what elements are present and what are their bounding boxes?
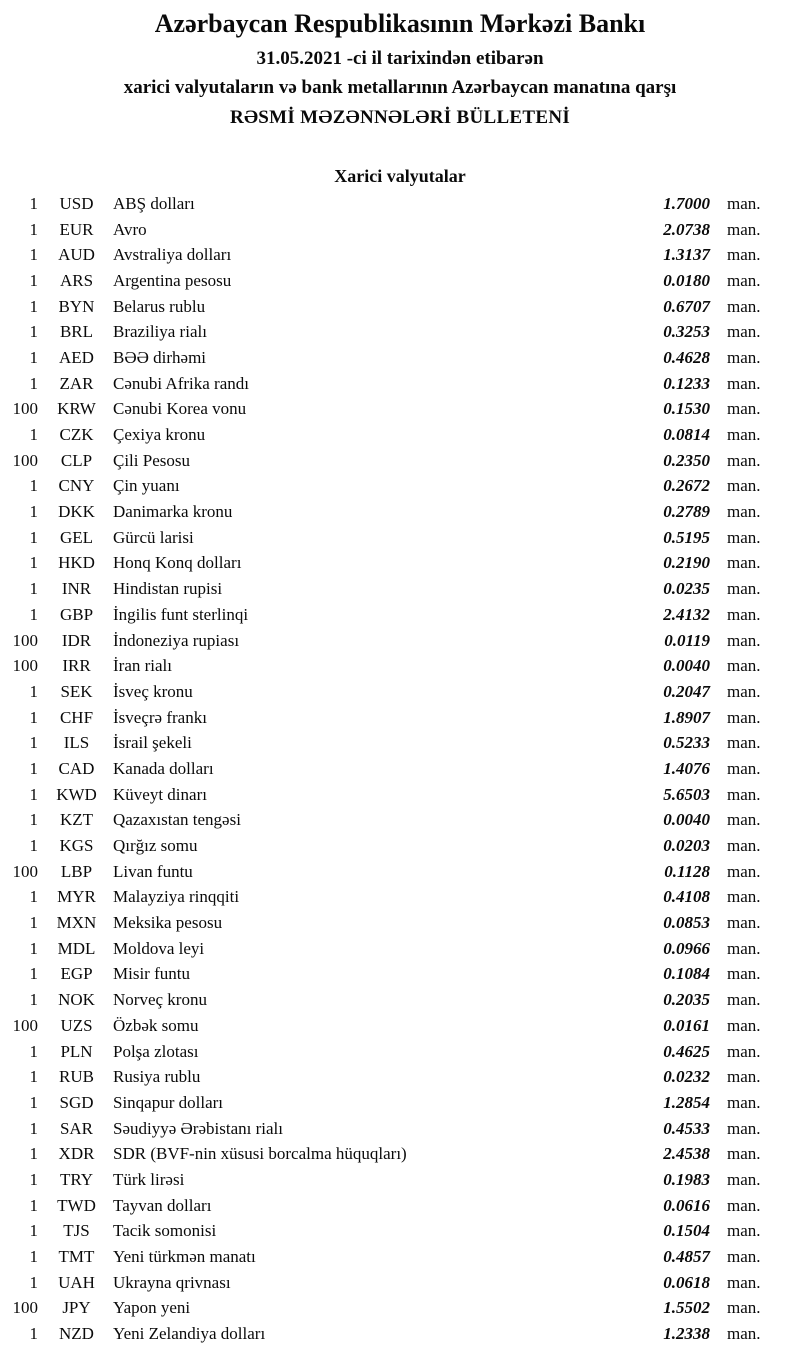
rate-row bbox=[0, 1116, 800, 1142]
currency-name-cell: Ukrayna qrivnası bbox=[113, 1272, 231, 1292]
unit-cell: man. bbox=[727, 810, 761, 830]
currency-code-cell: TJS bbox=[63, 1221, 90, 1241]
unit-cell: man. bbox=[727, 553, 761, 573]
currency-name-cell: ABŞ dolları bbox=[113, 193, 195, 213]
quantity-cell: 1 bbox=[29, 270, 38, 290]
rate-value-cell: 0.2672 bbox=[663, 476, 710, 496]
rate-value-cell: 0.1504 bbox=[663, 1221, 710, 1241]
currency-code-cell: AED bbox=[59, 347, 94, 367]
unit-cell: man. bbox=[727, 1092, 761, 1112]
rate-value-cell: 1.3137 bbox=[663, 245, 710, 265]
unit-cell: man. bbox=[727, 1144, 761, 1164]
unit-cell: man. bbox=[727, 630, 761, 650]
rate-value-cell: 2.4538 bbox=[663, 1144, 710, 1164]
unit-cell: man. bbox=[727, 296, 761, 316]
rate-value-cell: 0.4533 bbox=[663, 1118, 710, 1138]
rate-value-cell: 1.2854 bbox=[663, 1092, 710, 1112]
rate-row bbox=[0, 962, 800, 988]
quantity-cell: 1 bbox=[29, 296, 38, 316]
rate-row bbox=[0, 910, 800, 936]
rate-value-cell: 1.2338 bbox=[663, 1324, 710, 1344]
rate-value-cell: 0.1983 bbox=[663, 1169, 710, 1189]
quantity-cell: 100 bbox=[12, 450, 38, 470]
quantity-cell: 1 bbox=[29, 810, 38, 830]
bank-title: Azərbaycan Respublikasının Mərkəzi Bankı bbox=[154, 9, 646, 38]
currency-name-cell: Avro bbox=[113, 219, 147, 239]
rate-row bbox=[0, 885, 800, 911]
unit-cell: man. bbox=[727, 270, 761, 290]
rate-value-cell: 1.8907 bbox=[663, 707, 710, 727]
currency-name-cell: Honq Konq dolları bbox=[113, 553, 242, 573]
rate-value-cell: 0.1128 bbox=[664, 861, 710, 881]
unit-cell: man. bbox=[727, 450, 761, 470]
rate-value-cell: 0.4108 bbox=[663, 887, 710, 907]
currency-name-cell: Yeni Zelandiya dolları bbox=[113, 1324, 266, 1344]
currency-name-cell: Türk lirəsi bbox=[113, 1169, 185, 1189]
unit-cell: man. bbox=[727, 347, 761, 367]
quantity-cell: 100 bbox=[12, 861, 38, 881]
unit-cell: man. bbox=[727, 1247, 761, 1267]
currency-code-cell: MXN bbox=[56, 913, 97, 933]
currency-name-cell: Norveç kronu bbox=[113, 990, 207, 1010]
currency-code-cell: SEK bbox=[60, 681, 93, 701]
currency-code-cell: HKD bbox=[58, 553, 95, 573]
currency-name-cell: Yapon yeni bbox=[113, 1298, 191, 1318]
bulletin-header bbox=[0, 0, 800, 130]
rate-row bbox=[0, 602, 800, 628]
currency-code-cell: KGS bbox=[59, 836, 94, 856]
quantity-cell: 1 bbox=[29, 1067, 38, 1087]
rate-row bbox=[0, 1219, 800, 1245]
rate-row bbox=[0, 1090, 800, 1116]
rate-row bbox=[0, 705, 800, 731]
rate-row bbox=[0, 551, 800, 577]
quantity-cell: 1 bbox=[29, 245, 38, 265]
unit-cell: man. bbox=[727, 1221, 761, 1241]
quantity-cell: 1 bbox=[29, 836, 38, 856]
quantity-cell: 100 bbox=[12, 656, 38, 676]
currency-code-cell: LBP bbox=[60, 861, 93, 881]
quantity-cell: 1 bbox=[29, 1272, 38, 1292]
currency-name-cell: Səudiyyə Ərəbistanı rialı bbox=[113, 1118, 283, 1138]
unit-cell: man. bbox=[727, 733, 761, 753]
unit-cell: man. bbox=[727, 1195, 761, 1215]
currency-code-cell: CLP bbox=[60, 450, 93, 470]
rate-value-cell: 0.0853 bbox=[663, 913, 710, 933]
currency-name-cell: Qazaxıstan tengəsi bbox=[113, 810, 241, 830]
rate-value-cell: 0.4628 bbox=[663, 347, 710, 367]
quantity-cell: 1 bbox=[29, 425, 38, 445]
unit-cell: man. bbox=[727, 1272, 761, 1292]
foreign-currencies-section bbox=[0, 165, 800, 1347]
currency-code-cell: DKK bbox=[58, 502, 95, 522]
currency-name-cell: Çexiya kronu bbox=[113, 425, 206, 445]
rate-value-cell: 0.0616 bbox=[663, 1195, 710, 1215]
rate-row bbox=[0, 268, 800, 294]
currency-code-cell: KWD bbox=[56, 784, 97, 804]
rate-row bbox=[0, 576, 800, 602]
rate-row bbox=[0, 1193, 800, 1219]
currency-name-cell: Sinqapur dolları bbox=[113, 1092, 224, 1112]
unit-cell: man. bbox=[727, 887, 761, 907]
unit-cell: man. bbox=[727, 1118, 761, 1138]
rate-row bbox=[0, 345, 800, 371]
rate-value-cell: 2.0738 bbox=[663, 219, 710, 239]
rate-row bbox=[0, 782, 800, 808]
quantity-cell: 1 bbox=[29, 193, 38, 213]
quantity-cell: 1 bbox=[29, 758, 38, 778]
quantity-cell: 1 bbox=[29, 1118, 38, 1138]
rate-value-cell: 0.4625 bbox=[663, 1041, 710, 1061]
currency-code-cell: CAD bbox=[58, 758, 95, 778]
rate-value-cell: 0.0203 bbox=[663, 836, 710, 856]
subtitle-line: xarici valyutaların və bank metallarının Azərbaycan manatına qarşı bbox=[123, 77, 677, 98]
currency-name-cell: Meksika pesosu bbox=[113, 913, 223, 933]
rate-row bbox=[0, 499, 800, 525]
rate-row bbox=[0, 1244, 800, 1270]
quantity-cell: 1 bbox=[29, 1041, 38, 1061]
currency-code-cell: PLN bbox=[60, 1041, 93, 1061]
currency-code-cell: NOK bbox=[58, 990, 95, 1010]
rate-row bbox=[0, 525, 800, 551]
rate-row bbox=[0, 859, 800, 885]
unit-cell: man. bbox=[727, 758, 761, 778]
unit-cell: man. bbox=[727, 245, 761, 265]
currency-name-cell: BƏƏ dirhəmi bbox=[113, 347, 207, 367]
rate-row bbox=[0, 1167, 800, 1193]
currency-name-cell: Polşa zlotası bbox=[113, 1041, 199, 1061]
currency-code-cell: NZD bbox=[59, 1324, 94, 1344]
rate-value-cell: 0.5195 bbox=[663, 527, 710, 547]
currency-name-cell: Çili Pesosu bbox=[113, 450, 190, 470]
quantity-cell: 1 bbox=[29, 347, 38, 367]
unit-cell: man. bbox=[727, 707, 761, 727]
currency-name-cell: Yeni türkmən manatı bbox=[113, 1247, 256, 1267]
rate-value-cell: 0.2035 bbox=[663, 990, 710, 1010]
rate-value-cell: 1.7000 bbox=[663, 193, 710, 213]
currency-code-cell: SAR bbox=[59, 1118, 94, 1138]
rate-value-cell: 0.0040 bbox=[663, 810, 710, 830]
quantity-cell: 1 bbox=[29, 964, 38, 984]
quantity-cell: 1 bbox=[29, 1195, 38, 1215]
rate-row bbox=[0, 679, 800, 705]
currency-code-cell: MYR bbox=[57, 887, 96, 907]
currency-code-cell: TWD bbox=[57, 1195, 96, 1215]
currency-name-cell: İsveçrə frankı bbox=[113, 707, 207, 727]
currency-code-cell: MDL bbox=[57, 938, 96, 958]
rate-value-cell: 0.0618 bbox=[663, 1272, 710, 1292]
unit-cell: man. bbox=[727, 193, 761, 213]
unit-cell: man. bbox=[727, 604, 761, 624]
currency-name-cell: Özbək somu bbox=[113, 1015, 199, 1035]
unit-cell: man. bbox=[727, 399, 761, 419]
unit-cell: man. bbox=[727, 1324, 761, 1344]
currency-name-cell: Cənubi Afrika randı bbox=[113, 373, 249, 393]
rate-row bbox=[0, 987, 800, 1013]
unit-cell: man. bbox=[727, 373, 761, 393]
rate-value-cell: 0.0966 bbox=[663, 938, 710, 958]
currency-code-cell: EGP bbox=[60, 964, 93, 984]
currency-code-cell: ILS bbox=[63, 733, 90, 753]
currency-name-cell: Avstraliya dolları bbox=[113, 245, 232, 265]
currency-name-cell: İngilis funt sterlinqi bbox=[113, 604, 249, 624]
quantity-cell: 1 bbox=[29, 1221, 38, 1241]
rate-value-cell: 0.0235 bbox=[663, 579, 710, 599]
rate-row bbox=[0, 628, 800, 654]
currency-name-cell: Livan funtu bbox=[113, 861, 193, 881]
unit-cell: man. bbox=[727, 425, 761, 445]
rate-row bbox=[0, 319, 800, 345]
currency-name-cell: Çin yuanı bbox=[113, 476, 180, 496]
rate-value-cell: 0.2047 bbox=[663, 681, 710, 701]
rate-value-cell: 1.5502 bbox=[663, 1298, 710, 1318]
currency-name-cell: İran rialı bbox=[113, 656, 172, 676]
currency-name-cell: Malayziya rinqqiti bbox=[113, 887, 240, 907]
currency-code-cell: ZAR bbox=[59, 373, 94, 393]
rate-value-cell: 0.6707 bbox=[663, 296, 710, 316]
rate-value-cell: 0.4857 bbox=[663, 1247, 710, 1267]
rate-row bbox=[0, 242, 800, 268]
currency-code-cell: UAH bbox=[58, 1272, 95, 1292]
rate-value-cell: 0.2350 bbox=[663, 450, 710, 470]
unit-cell: man. bbox=[727, 784, 761, 804]
rate-row bbox=[0, 653, 800, 679]
currency-code-cell: RUB bbox=[59, 1067, 94, 1087]
quantity-cell: 1 bbox=[29, 1324, 38, 1344]
rate-row bbox=[0, 936, 800, 962]
currency-code-cell: IDR bbox=[61, 630, 92, 650]
currency-name-cell: Danimarka kronu bbox=[113, 502, 233, 522]
quantity-cell: 100 bbox=[12, 1298, 38, 1318]
currency-code-cell: CZK bbox=[59, 425, 94, 445]
currency-code-cell: TMT bbox=[58, 1247, 95, 1267]
unit-cell: man. bbox=[727, 913, 761, 933]
rate-value-cell: 0.0161 bbox=[663, 1015, 710, 1035]
currency-name-cell: İsveç kronu bbox=[113, 681, 193, 701]
rate-value-cell: 0.2789 bbox=[663, 502, 710, 522]
bulletin-title: RƏSMİ MƏZƏNNƏLƏRİ BÜLLETENİ bbox=[229, 107, 571, 128]
currency-name-cell: Braziliya rialı bbox=[113, 322, 207, 342]
currency-name-cell: Misir funtu bbox=[113, 964, 190, 984]
section-title: Xarici valyutalar bbox=[334, 166, 466, 186]
currency-name-cell: İsrail şekeli bbox=[113, 733, 192, 753]
rate-row bbox=[0, 756, 800, 782]
unit-cell: man. bbox=[727, 1298, 761, 1318]
currency-name-cell: İndoneziya rupiası bbox=[113, 630, 240, 650]
currency-name-cell: Argentina pesosu bbox=[113, 270, 232, 290]
quantity-cell: 100 bbox=[12, 630, 38, 650]
quantity-cell: 1 bbox=[29, 322, 38, 342]
rate-row bbox=[0, 1141, 800, 1167]
unit-cell: man. bbox=[727, 502, 761, 522]
rate-row bbox=[0, 1039, 800, 1065]
rate-row bbox=[0, 422, 800, 448]
currency-code-cell: IRR bbox=[62, 656, 91, 676]
currency-name-cell: Rusiya rublu bbox=[113, 1067, 201, 1087]
currency-name-cell: Cənubi Korea vonu bbox=[113, 399, 247, 419]
unit-cell: man. bbox=[727, 219, 761, 239]
rate-value-cell: 2.4132 bbox=[663, 604, 710, 624]
quantity-cell: 1 bbox=[29, 913, 38, 933]
rate-value-cell: 0.2190 bbox=[663, 553, 710, 573]
unit-cell: man. bbox=[727, 861, 761, 881]
unit-cell: man. bbox=[727, 656, 761, 676]
rate-value-cell: 0.0814 bbox=[663, 425, 710, 445]
currency-name-cell: SDR (BVF-nin xüsusi borcalma hüquqları) bbox=[113, 1144, 407, 1164]
unit-cell: man. bbox=[727, 990, 761, 1010]
rate-value-cell: 0.3253 bbox=[663, 322, 710, 342]
rate-row bbox=[0, 294, 800, 320]
currency-name-cell: Belarus rublu bbox=[113, 296, 206, 316]
currency-code-cell: CNY bbox=[58, 476, 95, 496]
currency-code-cell: ARS bbox=[59, 270, 94, 290]
quantity-cell: 1 bbox=[29, 784, 38, 804]
rate-row bbox=[0, 1296, 800, 1322]
quantity-cell: 100 bbox=[12, 1015, 38, 1035]
unit-cell: man. bbox=[727, 322, 761, 342]
rate-value-cell: 0.5233 bbox=[663, 733, 710, 753]
quantity-cell: 1 bbox=[29, 938, 38, 958]
unit-cell: man. bbox=[727, 1067, 761, 1087]
unit-cell: man. bbox=[727, 681, 761, 701]
currency-code-cell: USD bbox=[59, 193, 94, 213]
quantity-cell: 1 bbox=[29, 1247, 38, 1267]
currency-code-cell: KRW bbox=[57, 399, 96, 419]
unit-cell: man. bbox=[727, 1015, 761, 1035]
currency-name-cell: Hindistan rupisi bbox=[113, 579, 223, 599]
currency-code-cell: BYN bbox=[58, 296, 95, 316]
rate-row bbox=[0, 371, 800, 397]
unit-cell: man. bbox=[727, 836, 761, 856]
currency-code-cell: UZS bbox=[60, 1015, 93, 1035]
rate-row bbox=[0, 730, 800, 756]
quantity-cell: 1 bbox=[29, 502, 38, 522]
currency-name-cell: Gürcü larisi bbox=[113, 527, 194, 547]
quantity-cell: 1 bbox=[29, 527, 38, 547]
rate-value-cell: 0.1530 bbox=[663, 399, 710, 419]
currency-code-cell: CHF bbox=[59, 707, 94, 727]
rates-table bbox=[0, 191, 800, 1347]
quantity-cell: 1 bbox=[29, 476, 38, 496]
rate-value-cell: 5.6503 bbox=[663, 784, 710, 804]
quantity-cell: 1 bbox=[29, 579, 38, 599]
currency-name-cell: Tayvan dolları bbox=[113, 1195, 212, 1215]
currency-code-cell: JPY bbox=[62, 1298, 91, 1318]
quantity-cell: 100 bbox=[12, 399, 38, 419]
currency-code-cell: BRL bbox=[59, 322, 94, 342]
quantity-cell: 1 bbox=[29, 707, 38, 727]
unit-cell: man. bbox=[727, 1169, 761, 1189]
quantity-cell: 1 bbox=[29, 1092, 38, 1112]
rate-value-cell: 0.1084 bbox=[663, 964, 710, 984]
unit-cell: man. bbox=[727, 527, 761, 547]
rate-value-cell: 0.0232 bbox=[663, 1067, 710, 1087]
unit-cell: man. bbox=[727, 938, 761, 958]
currency-code-cell: AUD bbox=[58, 245, 95, 265]
quantity-cell: 1 bbox=[29, 219, 38, 239]
currency-code-cell: EUR bbox=[59, 219, 94, 239]
rate-value-cell: 1.4076 bbox=[663, 758, 710, 778]
quantity-cell: 1 bbox=[29, 373, 38, 393]
currency-name-cell: Kanada dolları bbox=[113, 758, 214, 778]
rate-row bbox=[0, 1064, 800, 1090]
currency-code-cell: GBP bbox=[59, 604, 94, 624]
quantity-cell: 1 bbox=[29, 887, 38, 907]
rate-row bbox=[0, 448, 800, 474]
rate-row bbox=[0, 1013, 800, 1039]
rate-row bbox=[0, 1321, 800, 1347]
currency-code-cell: TRY bbox=[59, 1169, 94, 1189]
rate-row bbox=[0, 474, 800, 500]
currency-code-cell: GEL bbox=[59, 527, 94, 547]
rate-value-cell: 0.1233 bbox=[663, 373, 710, 393]
unit-cell: man. bbox=[727, 579, 761, 599]
currency-name-cell: Moldova leyi bbox=[113, 938, 205, 958]
rate-row bbox=[0, 808, 800, 834]
rate-value-cell: 0.0180 bbox=[663, 270, 710, 290]
currency-code-cell: KZT bbox=[59, 810, 94, 830]
rate-row bbox=[0, 191, 800, 217]
quantity-cell: 1 bbox=[29, 1144, 38, 1164]
rate-row bbox=[0, 833, 800, 859]
currency-code-cell: XDR bbox=[58, 1144, 95, 1164]
rate-value-cell: 0.0119 bbox=[664, 630, 710, 650]
currency-name-cell: Küveyt dinarı bbox=[113, 784, 207, 804]
rate-value-cell: 0.0040 bbox=[663, 656, 710, 676]
unit-cell: man. bbox=[727, 476, 761, 496]
currency-code-cell: SGD bbox=[59, 1092, 94, 1112]
quantity-cell: 1 bbox=[29, 681, 38, 701]
currency-name-cell: Tacik somonisi bbox=[113, 1221, 217, 1241]
quantity-cell: 1 bbox=[29, 553, 38, 573]
quantity-cell: 1 bbox=[29, 604, 38, 624]
quantity-cell: 1 bbox=[29, 733, 38, 753]
rate-row bbox=[0, 1270, 800, 1296]
quantity-cell: 1 bbox=[29, 1169, 38, 1189]
unit-cell: man. bbox=[727, 964, 761, 984]
effective-date-line: 31.05.2021 -ci il tarixindən etibarən bbox=[256, 48, 544, 69]
unit-cell: man. bbox=[727, 1041, 761, 1061]
quantity-cell: 1 bbox=[29, 990, 38, 1010]
currency-name-cell: Qırğız somu bbox=[113, 836, 198, 856]
rate-row bbox=[0, 397, 800, 423]
rate-row bbox=[0, 217, 800, 243]
currency-code-cell: INR bbox=[61, 579, 92, 599]
